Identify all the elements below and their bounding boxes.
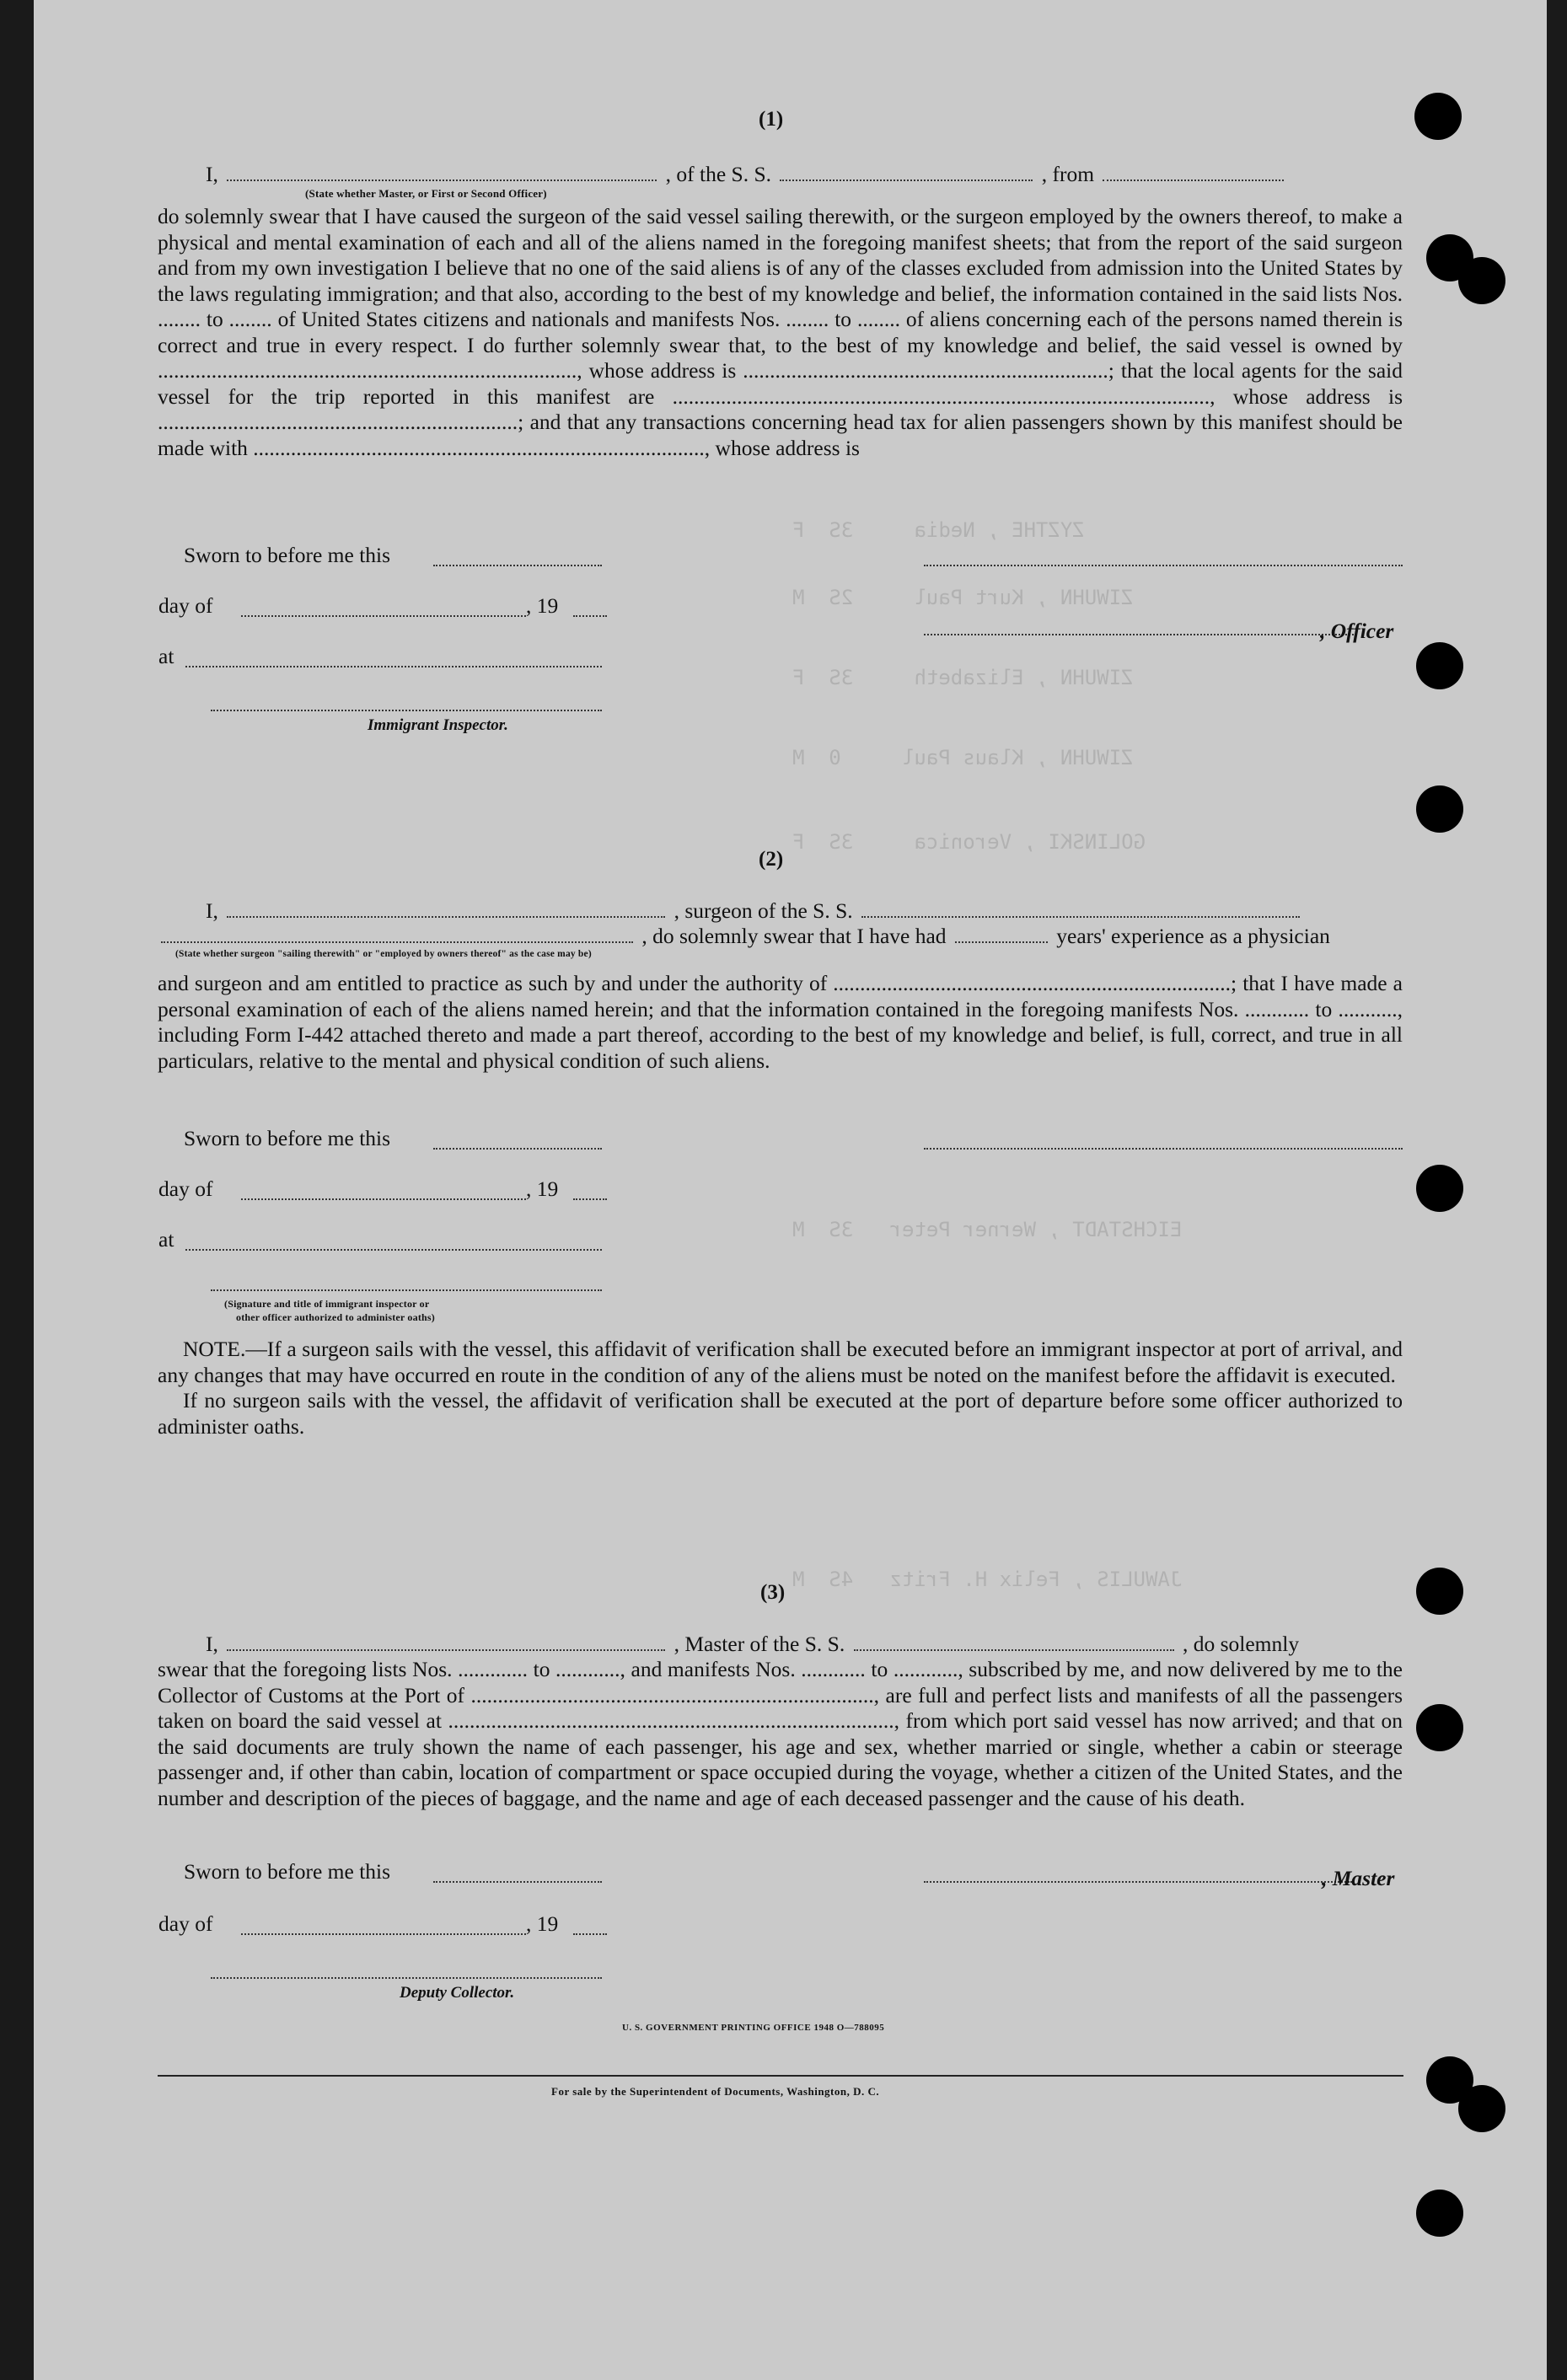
printing-office-imprint: U. S. GOVERNMENT PRINTING OFFICE 1948 O—788095: [622, 2023, 885, 2033]
punch-hole: [1416, 1165, 1463, 1212]
surgeon-status-field[interactable]: [161, 925, 633, 943]
section-2-year: , 19: [526, 1177, 559, 1201]
section-1-number: (1): [759, 108, 784, 131]
section-2-sig-caption-1: (Signature and title of immigrant inspector or: [224, 1298, 430, 1310]
bleed-through: ZIWUHN , Klaus Paul 0 M: [792, 746, 1134, 769]
master-signature-field[interactable]: [924, 1881, 1352, 1883]
sworn-date-field[interactable]: [433, 565, 602, 566]
surgeon-signature-field[interactable]: [924, 1148, 1403, 1150]
section-1-body: do solemnly swear that I have caused the surgeon of the said vessel sailing therewith, or the surgeon employed by the owners thereof, to make a physical and mental examination of each and all of the aliens named in the foregoing manifest sheets; that from the report of the said surgeon and from my own investigation I believe that no one of the said aliens is of any of the classes excluded from admission into the United States by the laws regulating immigration; and that also, according to the best of my knowledge and belief, the information contained in the said lists Nos. ........ to ........ of United States citizens and nationals and manifests Nos. ........ to ........ of aliens concerning each of the persons named therein is correct and true in every respect. I do further solemnly swear that, to the best of my knowledge and belief, the said vessel is owned by .............................................................................., whose address is ....................................................................; that the local agents for the said vessel for the trip reported in this manifest are ...................................................................................................., whose address is ...................................................................; and that any transactions concerning head tax for alien passengers shown by this manifest should be made with ...................................................................................., whose address is: [158, 204, 1403, 460]
section-1-at: at: [158, 644, 174, 668]
from-port-field[interactable]: [1103, 163, 1284, 181]
section-3-year: , 19: [526, 1911, 559, 1936]
section-3-day-of: day of: [158, 1911, 213, 1936]
inspector-signature-field[interactable]: [211, 710, 602, 711]
master-vessel-field[interactable]: [854, 1632, 1174, 1651]
sale-notice: For sale by the Superintendent of Documents, Washington, D. C.: [551, 2085, 880, 2098]
punch-hole: [1416, 2190, 1463, 2237]
section-1-line1: I, , of the S. S. , from: [206, 162, 1403, 187]
section-2-number: (2): [759, 848, 784, 871]
punch-hole: [1416, 642, 1463, 689]
year-field[interactable]: [573, 615, 607, 617]
month-field[interactable]: [241, 1198, 526, 1200]
footer-rule: [158, 2075, 1403, 2077]
section-3-line1: I, , Master of the S. S. , do solemnly: [206, 1632, 1300, 1656]
section-3-number: (3): [760, 1581, 786, 1604]
section-1-inspector: Immigrant Inspector.: [368, 716, 508, 734]
sworn-date-field[interactable]: [433, 1881, 602, 1883]
punch-hole: [1416, 1704, 1463, 1751]
section-1-caption: (State whether Master, or First or Second Officer): [305, 187, 547, 200]
section-2-sworn: Sworn to before me this: [184, 1126, 391, 1150]
surgeon-name-field[interactable]: [227, 899, 665, 918]
punch-hole: [1416, 1568, 1463, 1615]
punch-hole: [1416, 785, 1463, 833]
section-3-master: , Master: [1322, 1866, 1395, 1890]
section-1-day-of: day of: [158, 593, 213, 618]
section-2-line2: , do solemnly swear that I have had years' experience as a physician: [158, 924, 1405, 949]
vessel-name-field[interactable]: [780, 163, 1033, 181]
bleed-through: ZIWUHN , Elizabeth 3S F: [792, 666, 1134, 689]
bleed-through: EICHSTADT , Werner Peter 3S M: [792, 1218, 1183, 1241]
section-2-at: at: [158, 1227, 174, 1252]
officer-name-field[interactable]: [227, 163, 657, 181]
section-2-line1: I, , surgeon of the S. S.: [206, 898, 1403, 924]
bleed-through: JAWULIS , Felix H. Fritz 4S M: [792, 1568, 1183, 1591]
punch-hole: [1414, 93, 1462, 140]
place-field[interactable]: [185, 666, 602, 667]
bleed-through: GOLINSKI , Veronica 3S F: [792, 830, 1146, 854]
year-field[interactable]: [573, 1198, 607, 1200]
section-3-collector: Deputy Collector.: [400, 1984, 515, 2002]
administrator-signature-field[interactable]: [211, 1289, 602, 1291]
section-1-officer: , Officer: [1320, 619, 1394, 643]
section-3-body: swear that the foregoing lists Nos. ............. to ............, and manifests Nos. ............ to ............, subscribed by me, and now delivered by me to the Collector of Customs at the Port of ..........................................................................., are full and perfect lists and manifests of all the passengers taken on board the said vessel at ..................................................................................., from which port said vessel has now arrived; and that on the said documents are truly shown the name of each passenger, his age and sex, whether married or single, whether a cabin or steerage passenger and, if other than cabin, location of compartment or space occupied during the voyage, whether a citizen of the United States, and the number and description of the pieces of baggage, and the name and age of each deceased passenger and the cause of his death.: [158, 1657, 1403, 1810]
bleed-through: ZIWUHN , Kurt Paul 2S M: [792, 586, 1134, 609]
section-2-day-of: day of: [158, 1177, 213, 1201]
section-1-year: , 19: [526, 593, 559, 618]
section-2-note: NOTE.—If a surgeon sails with the vessel, this affidavit of verification shall be executed before an immigrant inspector at port of arrival, and any changes that may have occurred en route in the condition of any of the aliens must be noted on the manifest before the affidavit is executed. If no surgeon sails with the vessel, the affidavit of verification shall be executed at the port of departure before some officer authorized to administer oaths.: [158, 1337, 1403, 1439]
master-name-field[interactable]: [227, 1632, 665, 1651]
section-2-body: and surgeon and am entitled to practice as such by and under the authority of ..........................................................................; that I have made a personal examination of each of the aliens named herein; and that the information contained in the foregoing manifests Nos. ............ to ..........., including Form I-442 attached thereto and made a part thereof, according to the best of my knowledge and belief, is full, correct, and true in all particulars, relative to the mental and physical condition of such aliens.: [158, 971, 1403, 1073]
place-field[interactable]: [185, 1249, 602, 1251]
punch-hole: [1458, 2085, 1505, 2132]
collector-signature-field[interactable]: [211, 1977, 602, 1979]
surgeon-vessel-field[interactable]: [861, 899, 1300, 918]
manifest-page: [34, 0, 1547, 2380]
month-field[interactable]: [241, 1933, 526, 1935]
officer-signature-field[interactable]: [924, 565, 1403, 566]
punch-hole: [1458, 257, 1505, 304]
bleed-through: ZYZTHE , Nedia 3S F: [792, 518, 1085, 542]
section-2-caption: (State whether surgeon "sailing therewith" or "employed by owners thereof" as the case may be): [175, 949, 592, 959]
section-1-sworn: Sworn to before me this: [184, 543, 391, 567]
section-2-sig-caption-2: other officer authorized to administer oaths): [236, 1311, 435, 1323]
month-field[interactable]: [241, 615, 526, 617]
section-3-sworn: Sworn to before me this: [184, 1859, 391, 1884]
sworn-date-field[interactable]: [433, 1148, 602, 1150]
year-field[interactable]: [573, 1933, 607, 1935]
officer-title-field[interactable]: [924, 634, 1354, 635]
years-experience-field[interactable]: [955, 925, 1048, 943]
